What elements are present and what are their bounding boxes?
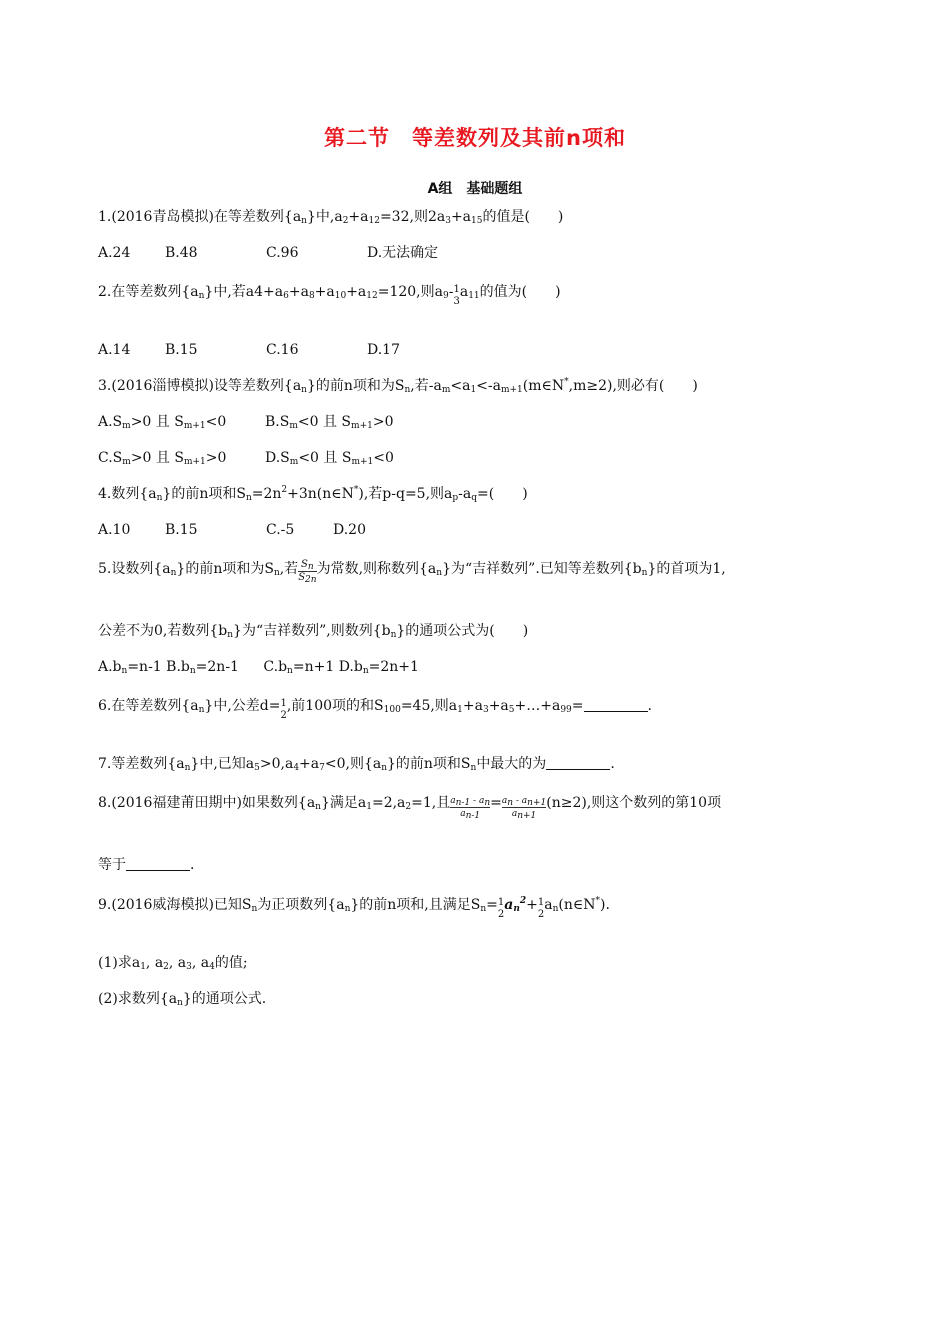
option-c: C.16 — [266, 342, 299, 358]
option-c: $C.b_n=n+1$ — [263, 659, 335, 676]
option-d: D.17 — [367, 342, 400, 358]
question-9-part-1: (1)求$a_1$, $a_2$, $a_3$, $a_4$的值; — [98, 955, 248, 972]
option-c: C.-5 — [266, 522, 295, 538]
option-b: $B.b_n=2n-1$ — [166, 659, 239, 676]
option-b: B.15 — [165, 342, 198, 358]
question-6: 6.在等差数列$\{a_n\}$中,公差d= 1 2 ,前100项的和$S_{100}=45$,则$a_1+a_3+a_5+\dots+a_{99}=$ . — [98, 698, 652, 721]
question-8-line-2: 等于 . — [98, 857, 195, 873]
option-a: $A.S_m>0$ 且 $S_{m+1}<0$ — [98, 414, 227, 431]
option-d: $D.S_m<0$ 且 $S_{m+1}<0$ — [265, 450, 394, 467]
section-title: 第二节 等差数列及其前n项和 — [324, 126, 626, 150]
answer-blank — [584, 697, 648, 712]
question-4: 4.数列$\{a_n\}$的前n项和$S_n=2n^2+3n(n\in N^*)$,若p-q=5,则$a_p-a_q=$( ) — [98, 485, 528, 503]
question-5-line-2: 公差不为0,若数列$\{b_n\}$为“吉祥数列”,则数列$\{b_n\}$的通项公式为( ) — [98, 623, 529, 640]
question-4-options — [98, 520, 366, 540]
question-9: 9.(2016威海模拟)已知$S_n$为正项数列$\{a_n\}$的前n项和,且满足$S_n=$ 1 2 $a_n^2+$ 1 2 $a_n(n\in N^*)$. — [98, 896, 610, 920]
option-a: A.10 — [98, 522, 131, 538]
option-d: $D.b_n=2n+1$ — [338, 659, 419, 676]
question-2-options — [98, 340, 400, 360]
option-b: B.48 — [165, 245, 198, 261]
option-a: A.24 — [98, 245, 131, 261]
option-d: D.无法确定 — [367, 245, 439, 261]
question-2: 2.在等差数列$\{a_n\}$中,若$a4+a_6+a_8+a_{10}+a_{12}=120$,则$a_9-$ 1 3 $a_{11}$的值为( ) — [98, 284, 561, 307]
question-3-options-row-2 — [98, 448, 394, 468]
option-a: A.14 — [98, 342, 131, 358]
question-5-options — [98, 657, 419, 677]
question-8: 8.(2016福建莆田期中)如果数列$\{a_n\}$满足$a_1=2,a_2=1$,且 $\frac{a_{n-1} - a_n}{a_{n-1}}$ = $\frac{a_n - a_{n+1}}{a_{n+1}}$ (n≥2),则这个数列的第10项 — [98, 795, 722, 821]
question-1: 1.(2016青岛模拟)在等差数列$\{a_n\}$中$,a_2+a_{12}=32$,则$2a_3+a_{15}$的值是( ) — [98, 209, 564, 226]
question-3-options-row-1 — [98, 412, 393, 432]
question-7: 7.等差数列$\{a_n\}$中,已知$a_5>0,a_4+a_7<0$,则$\{a_n\}$的前n项和$S_n$中最大的为 . — [98, 756, 615, 773]
option-b: $B.S_m<0$ 且 $S_{m+1}>0$ — [265, 414, 394, 431]
question-5: 5.设数列$\{a_n\}$的前n项和为$S_n$,若 $\frac{S_n}{S_{2n}}$ 为常数,则称数列$\{a_n\}$为“吉祥数列”.已知等差数列$\{b_n\}$的首项为1, — [98, 559, 726, 585]
option-c: C.96 — [266, 245, 299, 261]
answer-blank — [546, 755, 610, 770]
question-3: 3.(2016淄博模拟)设等差数列$\{a_n\}$的前n项和为$S_n$,若$-a_m<a_1<-a_{m+1}(m\in N^*,m\ge 2)$,则必有( ) — [98, 377, 698, 395]
question-9-part-2: (2)求数列$\{a_n\}$的通项公式. — [98, 991, 267, 1008]
option-c: $C.S_m>0$ 且 $S_{m+1}>0$ — [98, 450, 227, 467]
group-heading: A组 基础题组 — [427, 181, 523, 197]
answer-blank — [126, 856, 190, 871]
option-d: D.20 — [333, 522, 366, 538]
question-1-options — [98, 243, 438, 263]
option-a: $A.b_n=n-1$ — [98, 659, 162, 676]
option-b: B.15 — [165, 522, 198, 538]
